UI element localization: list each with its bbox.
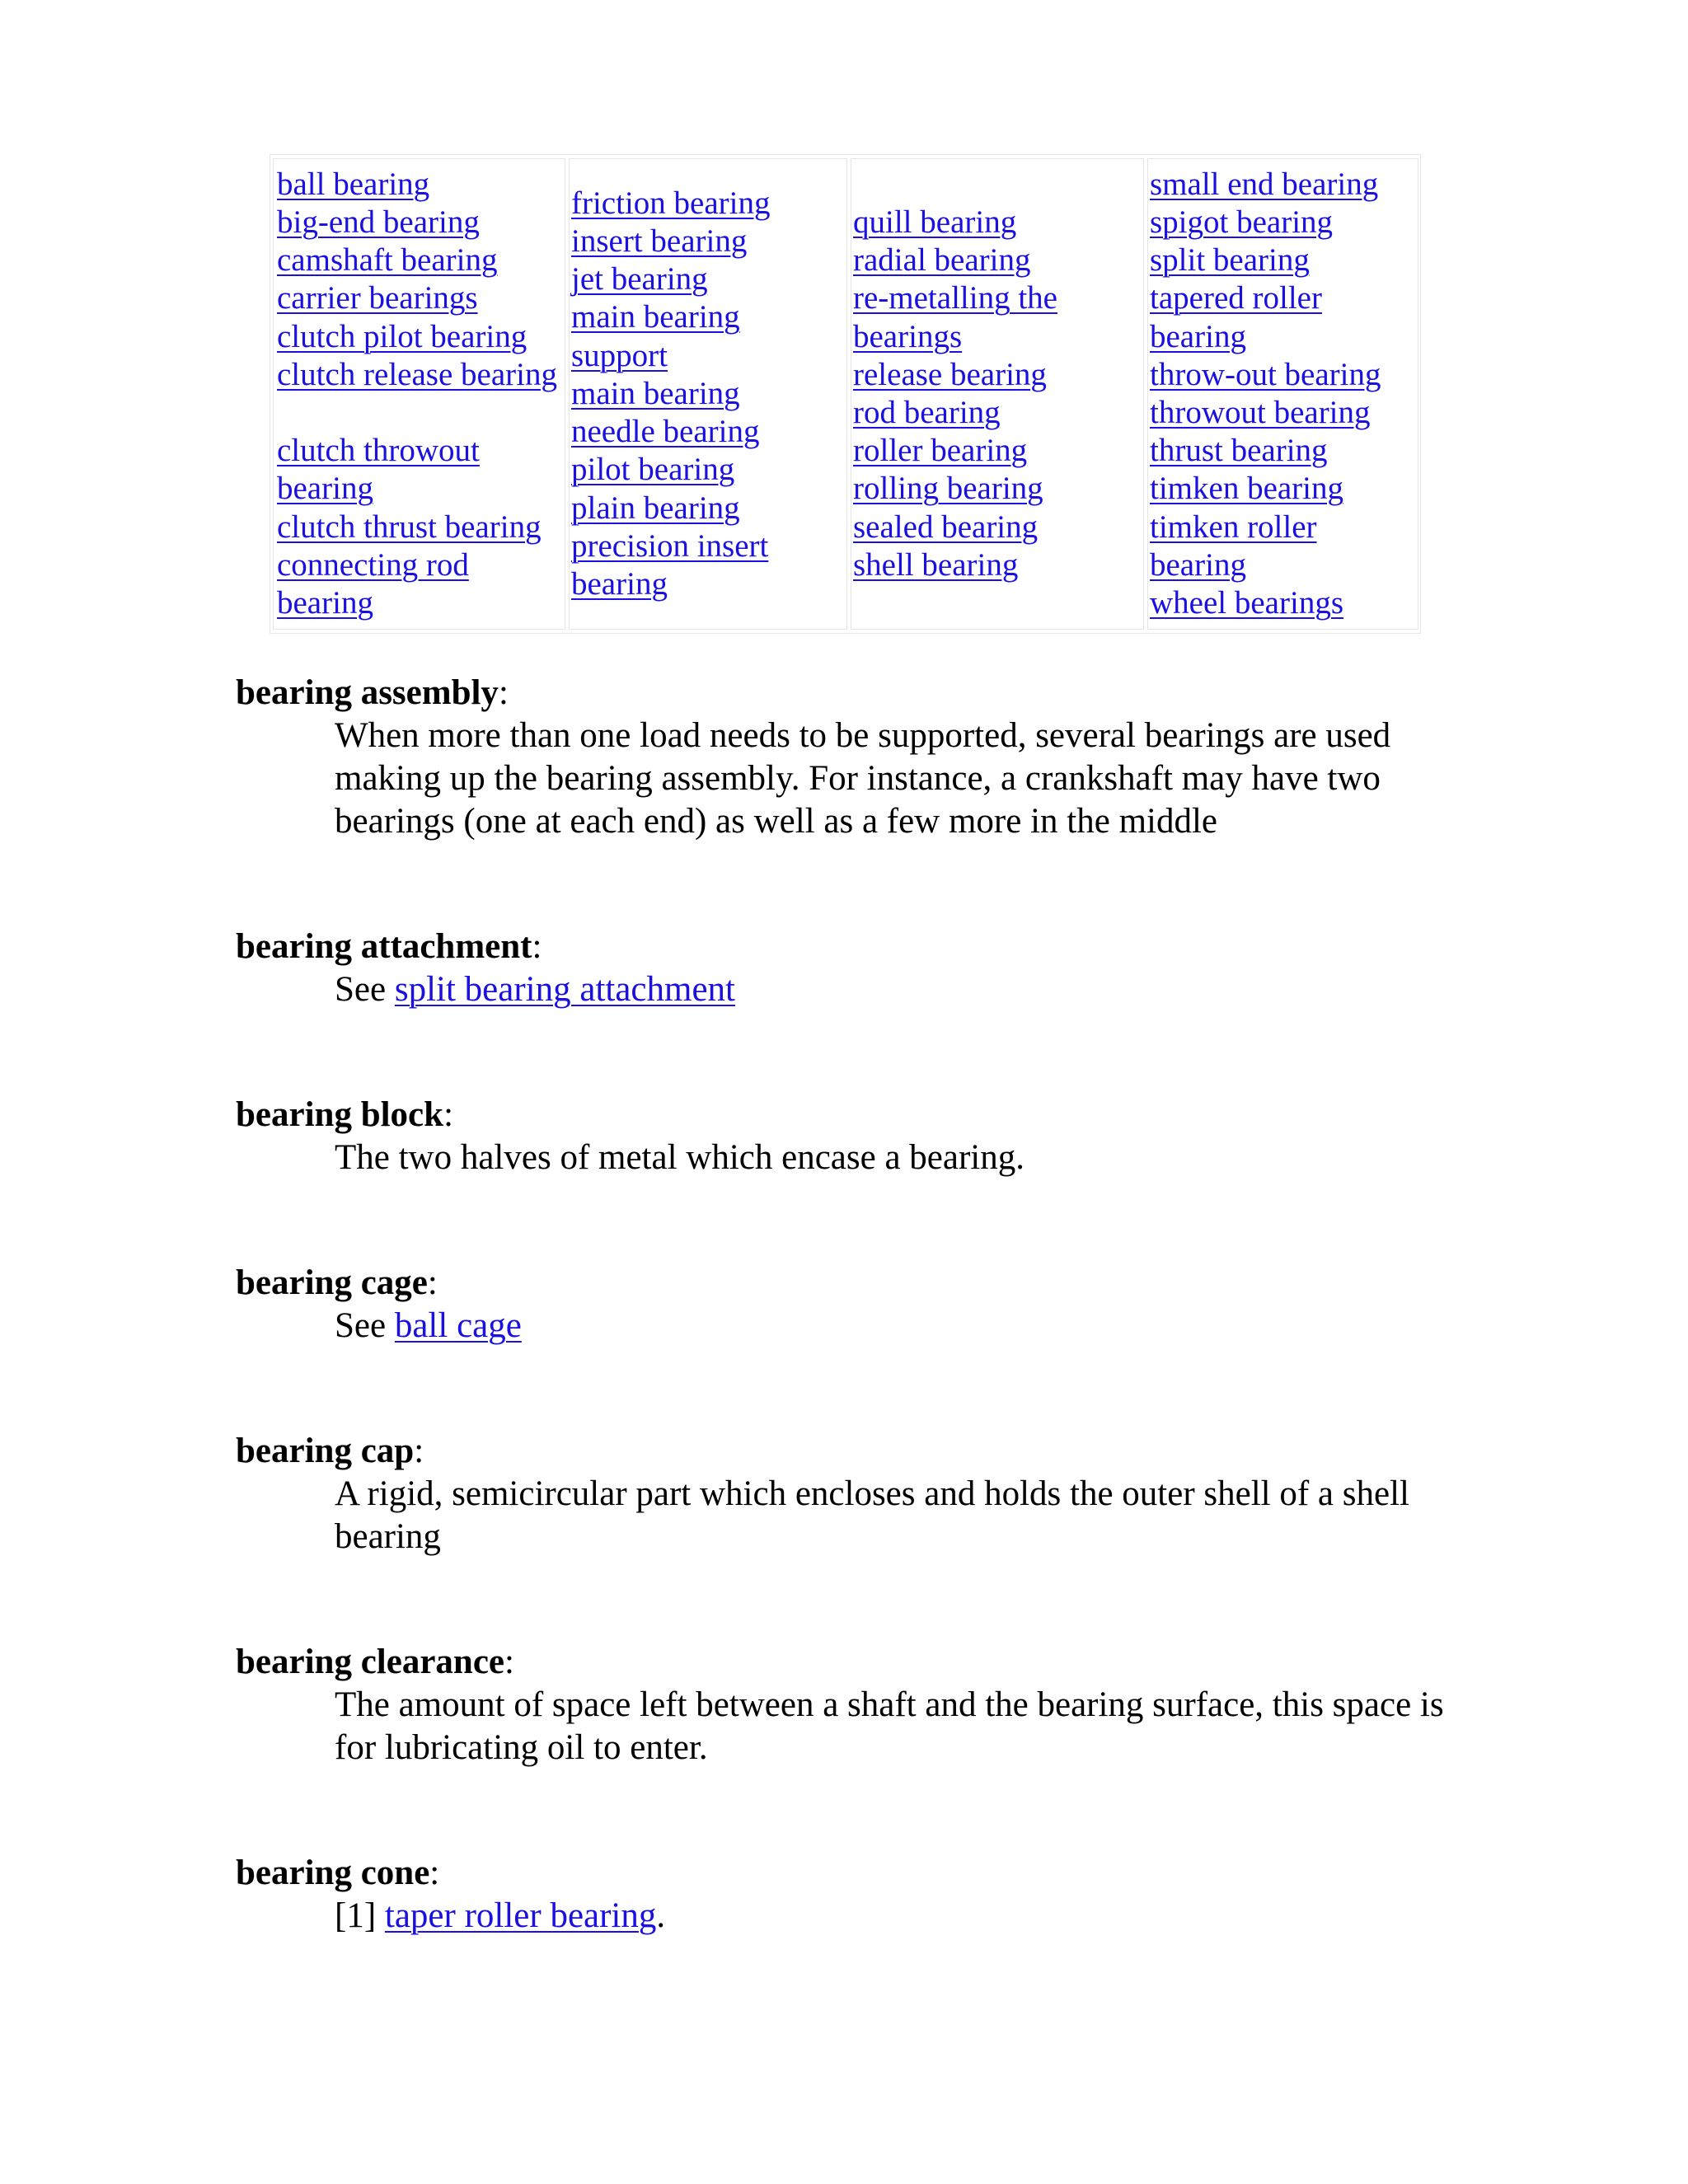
index-link[interactable]: split bearing — [1150, 242, 1310, 279]
glossary — [236, 672, 1472, 2020]
index-link[interactable]: friction bearing — [571, 185, 771, 221]
glossary-term: bearing cone — [236, 1854, 430, 1892]
definition-text: The amount of space left between a shaft and the bearing surface, this space is for lubricating oil to enter. — [335, 1685, 1444, 1767]
index-link[interactable]: ball bearing — [277, 166, 430, 202]
index-link[interactable]: carrier bearings — [277, 280, 478, 316]
index-link[interactable]: needle bearing — [571, 414, 760, 450]
index-link[interactable]: radial bearing — [853, 242, 1031, 279]
index-link[interactable]: clutch release bearing — [277, 356, 557, 392]
index-link[interactable]: timken roller — [1150, 509, 1317, 545]
index-link[interactable]: re-metalling the — [853, 280, 1057, 316]
glossary-definition — [335, 1895, 1472, 1938]
index-link[interactable]: sealed bearing — [853, 509, 1039, 545]
term-colon: : — [429, 1854, 440, 1892]
index-link[interactable]: main bearing — [571, 375, 740, 411]
index-link[interactable]: big-end bearing — [277, 204, 480, 241]
definition-text: A rigid, semicircular part which encloses and holds the outer shell of a shell bearing — [335, 1474, 1409, 1556]
index-column-4 — [1147, 158, 1418, 630]
index-link[interactable]: plain bearing — [571, 490, 740, 526]
term-line — [236, 672, 1472, 715]
term-line — [236, 1641, 1472, 1684]
index-link[interactable]: insert bearing — [571, 223, 748, 260]
glossary-definition — [335, 1137, 1472, 1179]
glossary-definition — [335, 968, 1472, 1011]
index-link[interactable]: throwout bearing — [1150, 395, 1371, 430]
index-link[interactable]: bearing — [1150, 318, 1246, 354]
glossary-entry — [236, 1094, 1472, 1179]
definition-link[interactable]: taper roller bearing — [384, 1896, 657, 1935]
index-link[interactable]: shell bearing — [853, 546, 1019, 583]
index-link[interactable]: bearing — [277, 471, 373, 507]
glossary-entry — [236, 926, 1472, 1011]
index-link[interactable]: release bearing — [853, 356, 1047, 392]
index-link[interactable]: precision insert — [571, 527, 769, 564]
index-link[interactable]: rod bearing — [853, 395, 1001, 430]
term-colon: : — [427, 1263, 438, 1302]
index-link[interactable]: bearing — [1150, 546, 1246, 583]
definition-text: See — [335, 1306, 395, 1345]
definition-trailing-text: . — [656, 1896, 666, 1935]
definition-link[interactable]: ball cage — [394, 1306, 522, 1345]
definition-text: [1] — [335, 1896, 385, 1935]
glossary-entry — [236, 1430, 1472, 1558]
glossary-term: bearing cage — [236, 1263, 428, 1302]
glossary-definition — [335, 1473, 1472, 1558]
definition-text: The two halves of metal which encase a bearing. — [335, 1138, 1025, 1177]
index-link[interactable]: small end bearing — [1150, 166, 1379, 202]
index-column-1 — [273, 158, 565, 630]
glossary-term: bearing clearance — [236, 1643, 504, 1681]
index-link[interactable]: throw-out bearing — [1150, 356, 1381, 392]
definition-text: When more than one load needs to be supported, several bearings are used making up the bearing assembly. For instance, a crankshaft may have two bearings (one at each end) as well as a few more in the middle — [335, 716, 1391, 841]
index-link[interactable]: clutch throwout — [277, 433, 480, 469]
index-link[interactable]: connecting rod — [277, 546, 469, 583]
glossary-term: bearing attachment — [236, 927, 532, 966]
term-line — [236, 1094, 1472, 1137]
index-link[interactable]: timken bearing — [1150, 471, 1344, 507]
term-colon: : — [414, 1432, 424, 1470]
index-link[interactable]: thrust bearing — [1150, 433, 1328, 469]
bearing-index-table — [270, 154, 1421, 634]
index-link[interactable]: camshaft bearing — [277, 242, 498, 279]
index-link[interactable]: clutch thrust bearing — [277, 509, 542, 545]
index-link[interactable]: roller bearing — [853, 433, 1028, 469]
index-link[interactable]: wheel bearings — [1150, 585, 1343, 621]
index-link[interactable]: tapered roller — [1150, 280, 1322, 316]
term-colon: : — [443, 1095, 454, 1134]
glossary-entry — [236, 672, 1472, 843]
index-link[interactable]: clutch pilot bearing — [277, 318, 528, 354]
term-line — [236, 926, 1472, 968]
glossary-entry — [236, 1852, 1472, 1938]
glossary-definition — [335, 715, 1472, 843]
index-spacer — [277, 394, 565, 432]
index-link[interactable]: quill bearing — [853, 204, 1017, 240]
index-link[interactable]: bearing — [571, 565, 668, 602]
term-line — [236, 1262, 1472, 1305]
definition-text: See — [335, 970, 395, 1009]
glossary-definition — [335, 1684, 1472, 1769]
term-line — [236, 1852, 1472, 1895]
index-link[interactable]: bearing — [277, 584, 373, 621]
index-column-3 — [851, 158, 1144, 630]
index-link[interactable]: rolling bearing — [853, 471, 1043, 507]
glossary-term: bearing block — [236, 1095, 444, 1134]
glossary-term: bearing cap — [236, 1432, 415, 1470]
index-link[interactable]: spigot bearing — [1150, 204, 1334, 240]
index-link[interactable]: support — [571, 337, 668, 373]
glossary-entry — [236, 1262, 1472, 1347]
index-column-2 — [569, 158, 847, 630]
index-link[interactable]: pilot bearing — [571, 452, 735, 488]
glossary-entry — [236, 1641, 1472, 1769]
term-colon: : — [498, 673, 509, 712]
term-colon: : — [532, 927, 542, 966]
index-link[interactable]: bearings — [853, 318, 963, 354]
definition-link[interactable]: split bearing attachment — [394, 970, 735, 1009]
glossary-term: bearing assembly — [236, 673, 499, 712]
term-line — [236, 1430, 1472, 1473]
index-link[interactable]: jet bearing — [571, 261, 708, 298]
glossary-definition — [335, 1305, 1472, 1347]
term-colon: : — [504, 1643, 514, 1681]
index-link[interactable]: main bearing — [571, 299, 740, 335]
